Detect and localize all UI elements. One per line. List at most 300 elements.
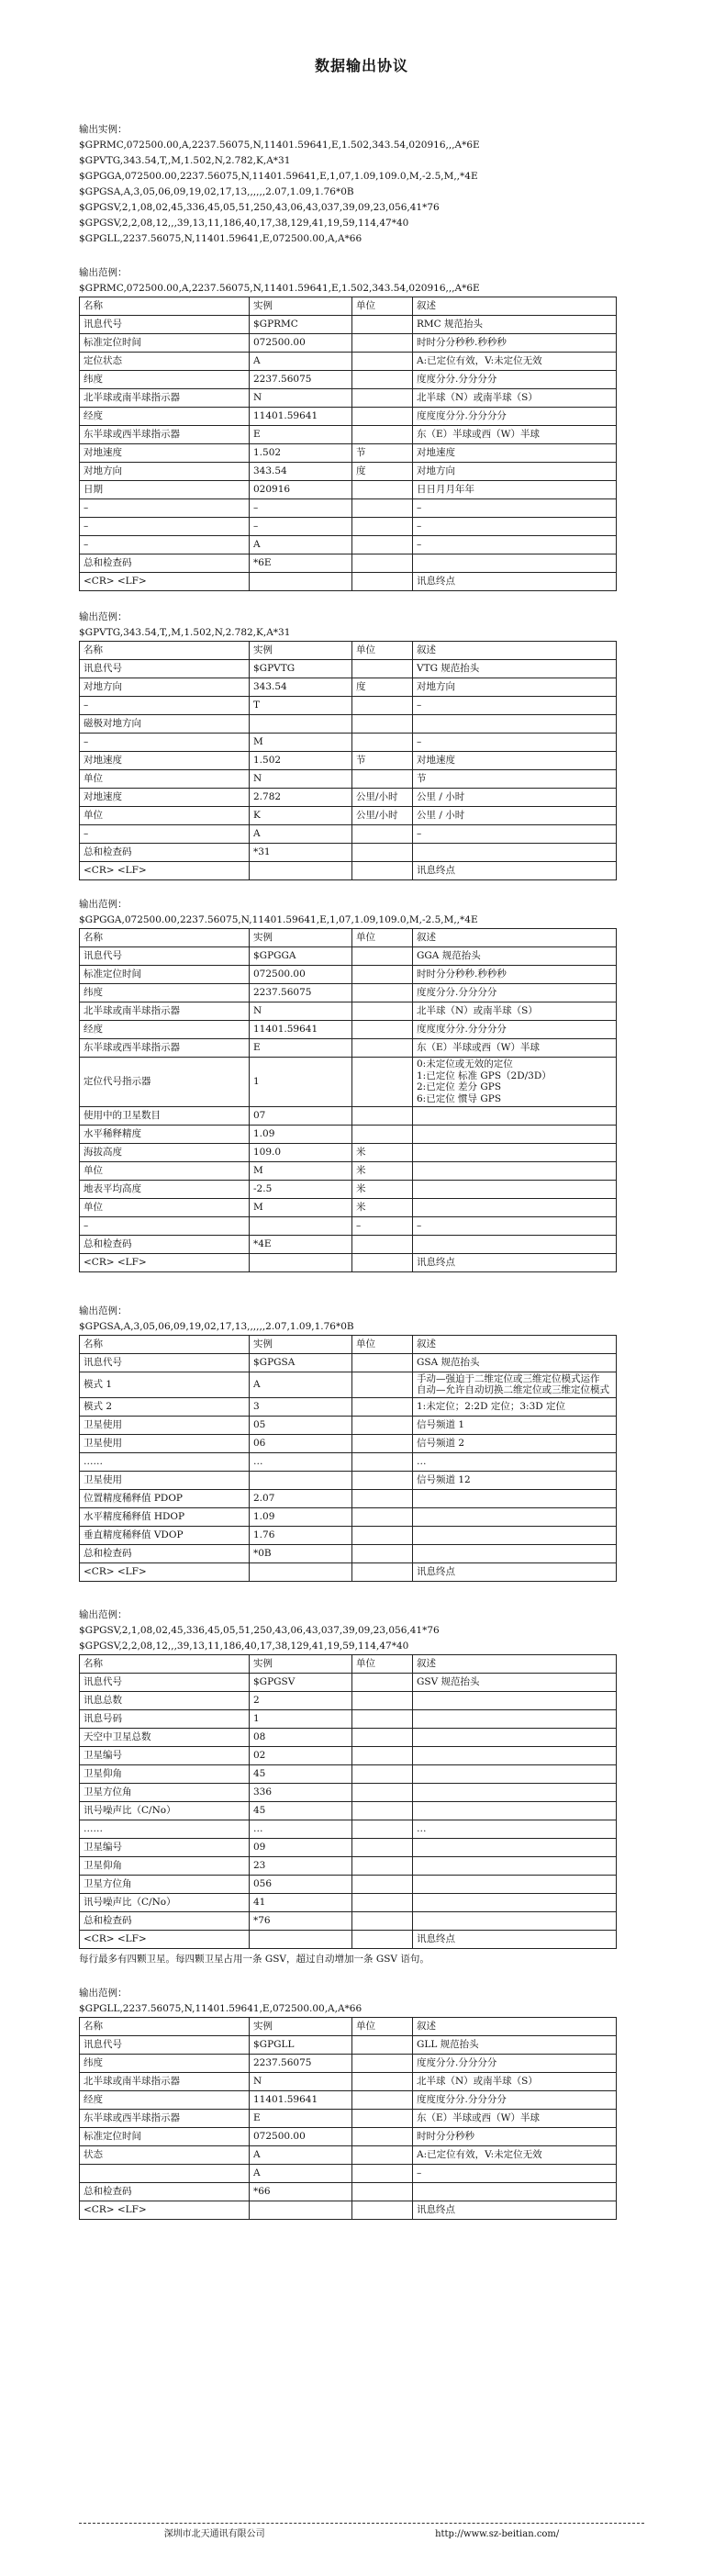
field-example-cell: E [250,1039,352,1058]
field-example-cell: 实例 [250,642,352,660]
field-name-cell: <CR> <LF> [80,1930,250,1948]
field-description-cell [413,1911,617,1930]
field-description-cell: A:已定位有效，V:未定位无效 [413,2145,617,2164]
table-row [80,678,617,697]
section-label: 输出范例： [79,899,128,911]
field-example-cell: *6E [250,554,352,573]
field-name-cell: 讯息代号 [80,1353,250,1372]
field-description-cell [413,1507,617,1526]
footer-url[interactable]: http://www.sz-beitian.com/ [435,2529,560,2539]
field-unit-cell [352,1471,413,1489]
field-name-cell: 地表平均高度 [80,1180,250,1198]
field-description-cell: – [413,734,617,752]
field-example-cell: – [250,499,352,518]
table-row [80,734,617,752]
field-example-cell: 41 [250,1893,352,1911]
table-row [80,444,617,463]
table-row [80,1691,617,1709]
field-description-cell: 0:未定位或无效的定位 1:已定位 标准 GPS（2D/3D） 2:已定位 差分 GPS 6:已定位 惯导 GPS [413,1058,617,1106]
field-example-cell: *4E [250,1235,352,1253]
field-name-cell: 讯号噪声比（C/No） [80,1893,250,1911]
protocol-section [79,265,644,591]
field-unit-cell [352,1434,413,1452]
table-row [80,984,617,1002]
field-example-cell: 2237.56075 [250,2054,352,2072]
table-header-row [80,1654,617,1673]
field-unit-cell [352,573,413,591]
field-unit-cell [352,1764,413,1783]
field-description-cell [413,1198,617,1216]
table-header-row [80,2017,617,2035]
field-example-cell: 1.502 [250,752,352,770]
field-name-cell: 名称 [80,2017,250,2035]
field-unit-cell [352,844,413,862]
field-description-cell [413,1544,617,1562]
field-description-cell: 东（E）半球或西（W）半球 [413,426,617,444]
table-row [80,2035,617,2054]
field-example-cell [250,2201,352,2219]
field-description-cell: 东（E）半球或西（W）半球 [413,1039,617,1058]
protocol-section [79,1607,644,1967]
field-description-cell: GLL 规范抬头 [413,2035,617,2054]
field-description-cell: – [413,1216,617,1235]
field-example-cell: N [250,2072,352,2090]
field-description-cell [413,1161,617,1180]
table-row [80,770,617,789]
field-name-cell: 讯息号码 [80,1709,250,1728]
table-row [80,1930,617,1948]
field-description-cell: – [413,536,617,554]
field-table [79,297,617,591]
footer-company: 深圳市北天通讯有限公司 [163,2529,265,2539]
field-name-cell: 东半球或西半球指示器 [80,426,250,444]
table-row [80,1673,617,1691]
field-example-cell: 343.54 [250,678,352,697]
field-name-cell: 讯号噪声比（C/No） [80,1801,250,1820]
field-example-cell: 109.0 [250,1143,352,1161]
table-row [80,2072,617,2090]
field-example-cell [250,1216,352,1235]
table-row [80,1783,617,1801]
field-unit-cell [352,334,413,353]
field-unit-cell [352,389,413,408]
section-sentence: $GPGSV,2,2,08,12,,,39,13,11,186,40,17,38,129,41,19,59,114,47*40 [79,1640,409,1652]
field-unit-cell [352,481,413,499]
field-example-cell: 11401.59641 [250,1021,352,1039]
table-row [80,1875,617,1893]
field-description-cell: 度度度分分.分分分分 [413,1021,617,1039]
footer [79,2523,644,2540]
section-sentence: $GPGSV,2,1,08,02,45,336,45,05,51,250,43,06,43,037,39,09,23,056,41*76 [79,1624,440,1636]
field-name-cell: <CR> <LF> [80,2201,250,2219]
field-name-cell: 模式 1 [80,1372,250,1397]
field-example-cell: M [250,1198,352,1216]
field-description-cell [413,1180,617,1198]
field-description-cell: 信号频道 12 [413,1471,617,1489]
field-example-cell: 11401.59641 [250,408,352,426]
table-row [80,862,617,880]
section-note: 每行最多有四颗卫星。每四颗卫星占用一条 GSV，超过自动增加一条 GSV 语句。 [79,1953,429,1965]
field-example-cell: A [250,2145,352,2164]
field-name-cell: 名称 [80,297,250,316]
field-description-cell: 公里 / 小时 [413,807,617,825]
field-description-cell [413,1728,617,1746]
field-unit-cell [352,715,413,734]
field-example-cell: 实例 [250,1335,352,1353]
table-row [80,1838,617,1856]
field-name-cell: 北半球或南半球指示器 [80,389,250,408]
field-unit-cell [352,1039,413,1058]
field-unit-cell [352,660,413,678]
field-example-cell: *31 [250,844,352,862]
field-description-cell [413,1801,617,1820]
field-name-cell: 天空中卫星总数 [80,1728,250,1746]
field-name-cell: 东半球或西半球指示器 [80,1039,250,1058]
field-name-cell: – [80,536,250,554]
field-unit-cell [352,1253,413,1271]
page-title: 数据输出协议 [314,57,408,74]
table-row [80,1216,617,1235]
field-description-cell: 时时分分秒秒.秒秒秒 [413,966,617,984]
field-example-cell: *66 [250,2182,352,2201]
field-example-cell: 072500.00 [250,2127,352,2145]
section-label: 输出范例： [79,1608,128,1620]
field-unit-cell: 米 [352,1143,413,1161]
field-description-cell [413,1746,617,1764]
field-unit-cell: 公里/小时 [352,789,413,807]
field-unit-cell [352,1106,413,1125]
field-example-cell: 实例 [250,2017,352,2035]
field-description-cell: 信号频道 2 [413,1434,617,1452]
field-name-cell: 总和检查码 [80,1544,250,1562]
field-unit-cell [352,1416,413,1434]
example-label: 输出实例： [79,124,128,136]
field-unit-cell [352,966,413,984]
field-description-cell: – [413,825,617,844]
field-example-cell: 02 [250,1746,352,1764]
field-description-cell: 日日月月年年 [413,481,617,499]
field-name-cell: – [80,734,250,752]
field-description-cell: 对地速度 [413,444,617,463]
field-name-cell: 日期 [80,481,250,499]
field-unit-cell: 单位 [352,1654,413,1673]
field-example-cell [250,1562,352,1581]
field-unit-cell [352,2182,413,2201]
field-unit-cell [352,1489,413,1507]
field-example-cell: 实例 [250,297,352,316]
field-description-cell: 北半球（N）或南半球（S） [413,2072,617,2090]
field-name-cell: – [80,1216,250,1235]
field-name-cell: 水平稀释精度 [80,1125,250,1143]
field-unit-cell [352,1709,413,1728]
field-description-cell: 东（E）半球或西（W）半球 [413,2109,617,2127]
section-gap [79,880,644,897]
field-description-cell: – [413,518,617,536]
field-example-cell: 08 [250,1728,352,1746]
field-example-cell: 1.09 [250,1125,352,1143]
field-unit-cell [352,1021,413,1039]
field-name-cell: 经度 [80,2090,250,2109]
field-name-cell: <CR> <LF> [80,862,250,880]
field-description-cell: 北半球（N）或南半球（S） [413,1002,617,1021]
section-sentence: $GPGGA,072500.00,2237.56075,N,11401.59641,E,1,07,1.09,109.0,M,-2.5,M,,*4E [79,914,478,926]
field-unit-cell [352,1820,413,1838]
table-row [80,1507,617,1526]
field-name-cell: 总和检查码 [80,554,250,573]
section-sentence: $GPVTG,343.54,T,,M,1.502,N,2.782,K,A*31 [79,627,291,639]
table-row [80,1180,617,1198]
field-unit-cell [352,1353,413,1372]
field-name-cell: 单位 [80,770,250,789]
field-description-cell [413,1893,617,1911]
table-row [80,1820,617,1838]
field-unit-cell [352,408,413,426]
field-description-cell: 叙述 [413,929,617,947]
section-sentence: $GPGSA,A,3,05,06,09,19,02,17,13,,,,,,2.07,1.09,1.76*0B [79,1320,354,1332]
section-label: 输出范例： [79,1305,128,1316]
field-unit-cell [352,353,413,371]
table-row [80,1143,617,1161]
section-gap [79,1967,644,1986]
table-row [80,1746,617,1764]
table-row [80,463,617,481]
field-unit-cell [352,1856,413,1875]
field-description-cell: 讯息终点 [413,573,617,591]
protocol-sections [79,247,644,2220]
field-description-cell: 手动—强迫于二维定位或三维定位模式运作 自动—允许自动切换二维定位或三维定位模式 [413,1372,617,1397]
field-unit-cell [352,697,413,715]
field-unit-cell: 米 [352,1161,413,1180]
field-unit-cell [352,1058,413,1106]
field-unit-cell [352,2035,413,2054]
table-row [80,554,617,573]
field-unit-cell [352,1397,413,1416]
field-example-cell: 2.07 [250,1489,352,1507]
table-header-row [80,929,617,947]
field-description-cell: 对地方向 [413,678,617,697]
field-description-cell: – [413,697,617,715]
field-unit-cell [352,426,413,444]
field-unit-cell [352,1783,413,1801]
example-line: $GPGSA,A,3,05,06,09,19,02,17,13,,,,,,2.07,1.09,1.76*0B [79,186,354,198]
field-example-cell [250,1253,352,1271]
field-example-cell: M [250,1161,352,1180]
field-example-cell: E [250,2109,352,2127]
field-name-cell: 海拔高度 [80,1143,250,1161]
field-name-cell: 名称 [80,642,250,660]
field-name-cell: 垂直精度稀释值 VDOP [80,1526,250,1544]
field-name-cell: 东半球或西半球指示器 [80,2109,250,2127]
field-description-cell [413,554,617,573]
protocol-section [79,1986,644,2220]
table-row [80,697,617,715]
field-name-cell: 单位 [80,1198,250,1216]
field-example-cell: 2237.56075 [250,371,352,389]
field-description-cell: 时时分分秒秒 [413,2127,617,2145]
field-example-cell: 336 [250,1783,352,1801]
table-row [80,1562,617,1581]
field-name-cell: 讯息代号 [80,947,250,966]
field-unit-cell: – [352,1216,413,1235]
field-unit-cell [352,536,413,554]
example-line: $GPGGA,072500.00,2237.56075,N,11401.59641,E,1,07,1.09,109.0,M,-2.5,M,,*4E [79,171,478,183]
field-unit-cell [352,1125,413,1143]
field-example-cell: 2 [250,1691,352,1709]
field-name-cell: 纬度 [80,984,250,1002]
field-unit-cell [352,2127,413,2145]
table-row [80,2090,617,2109]
table-row [80,371,617,389]
table-row [80,1764,617,1783]
field-unit-cell [352,1002,413,1021]
field-example-cell: *0B [250,1544,352,1562]
field-unit-cell [352,2201,413,2219]
field-unit-cell [352,316,413,334]
field-description-cell: 度度分分.分分分分 [413,984,617,1002]
field-table [79,641,617,880]
field-unit-cell [352,2090,413,2109]
field-unit-cell [352,1507,413,1526]
field-name-cell: 讯息总数 [80,1691,250,1709]
field-unit-cell [352,1911,413,1930]
table-row [80,2127,617,2145]
example-line: $GPGSV,2,2,08,12,,,39,13,11,186,40,17,38,129,41,19,59,114,47*40 [79,218,409,230]
field-name-cell: 使用中的卫星数目 [80,1106,250,1125]
field-name-cell: 讯息代号 [80,660,250,678]
field-example-cell: 45 [250,1801,352,1820]
field-name-cell: 总和检查码 [80,1911,250,1930]
field-table [79,1654,617,1949]
field-description-cell: 公里 / 小时 [413,789,617,807]
example-line: $GPRMC,072500.00,A,2237.56075,N,11401.59641,E,1.502,343.54,020916,,,A*6E [79,140,480,151]
table-row [80,1125,617,1143]
field-description-cell [413,1691,617,1709]
field-name-cell: 标准定位时间 [80,334,250,353]
field-unit-cell [352,734,413,752]
field-example-cell: 1.09 [250,1507,352,1526]
table-row [80,1058,617,1106]
field-unit-cell [352,770,413,789]
field-unit-cell [352,1875,413,1893]
field-unit-cell [352,1728,413,1746]
field-example-cell: *76 [250,1911,352,1930]
field-unit-cell: 单位 [352,2017,413,2035]
field-example-cell: 1 [250,1058,352,1106]
field-example-cell: 09 [250,1838,352,1856]
field-unit-cell [352,984,413,1002]
field-table [79,2017,617,2220]
table-row [80,1161,617,1180]
field-name-cell: <CR> <LF> [80,1253,250,1271]
field-unit-cell [352,518,413,536]
table-row [80,966,617,984]
section-label: 输出范例： [79,1987,128,1999]
field-unit-cell [352,2054,413,2072]
field-unit-cell [352,2164,413,2182]
table-row [80,334,617,353]
table-row [80,408,617,426]
table-row [80,389,617,408]
field-description-cell: 对地方向 [413,463,617,481]
field-example-cell [250,1930,352,1948]
table-row [80,481,617,499]
field-name-cell: – [80,499,250,518]
field-example-cell: -2.5 [250,1180,352,1198]
table-row [80,1911,617,1930]
table-row [80,2164,617,2182]
field-description-cell: GGA 规范抬头 [413,947,617,966]
table-row [80,1544,617,1562]
example-line: $GPVTG,343.54,T,,M,1.502,N,2.782,K,A*31 [79,155,291,167]
field-description-cell: 讯息终点 [413,2201,617,2219]
field-name-cell: <CR> <LF> [80,1562,250,1581]
field-name-cell: 卫星使用 [80,1434,250,1452]
field-unit-cell [352,862,413,880]
field-description-cell [413,1235,617,1253]
field-example-cell: K [250,807,352,825]
field-name-cell [80,2164,250,2182]
section-gap [79,1272,644,1304]
field-unit-cell [352,1930,413,1948]
field-unit-cell: 度 [352,678,413,697]
table-row [80,316,617,334]
table-row [80,426,617,444]
field-name-cell: 北半球或南半球指示器 [80,1002,250,1021]
field-name-cell: – [80,697,250,715]
table-row [80,1728,617,1746]
field-name-cell: 磁极对地方向 [80,715,250,734]
field-example-cell [250,862,352,880]
table-row [80,1253,617,1271]
field-description-cell [413,1143,617,1161]
table-row [80,1526,617,1544]
field-description-cell: 度度度分分.分分分分 [413,2090,617,2109]
field-name-cell: 定位代号指示器 [80,1058,250,1106]
field-unit-cell [352,499,413,518]
field-example-cell: $GPGSA [250,1353,352,1372]
field-example-cell: N [250,1002,352,1021]
field-example-cell: N [250,770,352,789]
field-name-cell: 单位 [80,1161,250,1180]
field-name-cell: 卫星方位角 [80,1875,250,1893]
field-example-cell: $GPGSV [250,1673,352,1691]
table-row [80,1198,617,1216]
field-example-cell: $GPGLL [250,2035,352,2054]
field-description-cell: VTG 规范抬头 [413,660,617,678]
field-description-cell: 信号频道 1 [413,1416,617,1434]
field-name-cell: 纬度 [80,2054,250,2072]
field-name-cell: 卫星方位角 [80,1783,250,1801]
field-name-cell: 名称 [80,929,250,947]
field-name-cell: 总和检查码 [80,1235,250,1253]
table-row [80,1471,617,1489]
field-description-cell: 叙述 [413,2017,617,2035]
field-description-cell: GSV 规范抬头 [413,1673,617,1691]
field-description-cell: 讯息终点 [413,1930,617,1948]
field-description-cell: 时时分分秒秒.秒秒秒 [413,334,617,353]
field-description-cell: 叙述 [413,1654,617,1673]
table-row [80,1353,617,1372]
field-description-cell: – [413,2164,617,2182]
field-example-cell: $GPVTG [250,660,352,678]
field-unit-cell [352,1838,413,1856]
field-description-cell: 对地速度 [413,752,617,770]
field-name-cell: …… [80,1820,250,1838]
field-description-cell: 1:未定位；2:2D 定位；3:3D 定位 [413,1397,617,1416]
field-name-cell: …… [80,1452,250,1471]
table-row [80,573,617,591]
table-row [80,1372,617,1397]
